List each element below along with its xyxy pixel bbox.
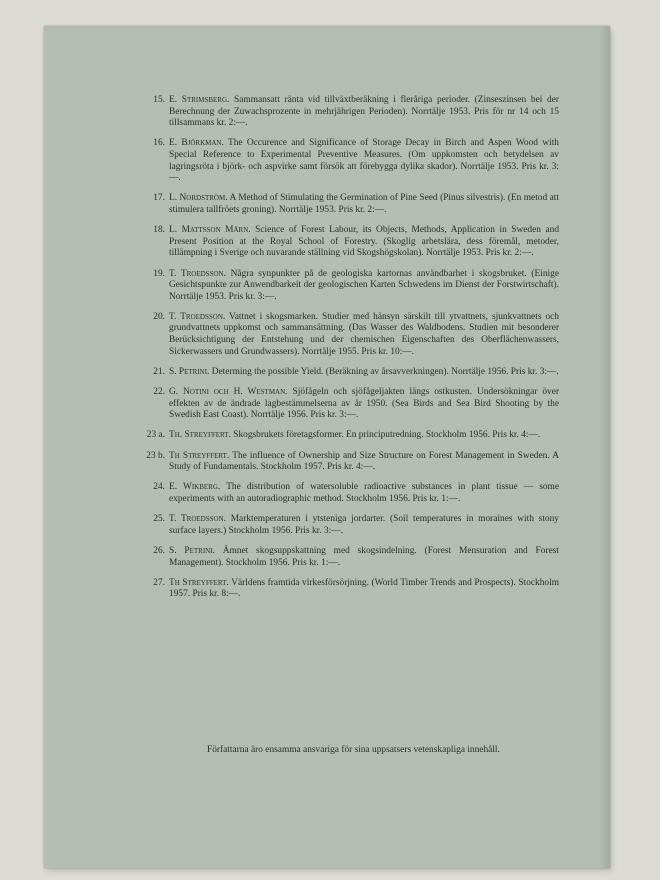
publication-list (147, 95, 559, 610)
entry-text: Några synpunkter på de geologiska kartornas användbarhet i skogsbruket. (Einige Gesichtspunkte zur Anwendbarkeit der geologischen Karten Schwedens im Dienst der Forstwirtschaft). Norrtälje 1953. Pris kr. 3:—. (169, 268, 559, 302)
entry-author: L. Nordström. (169, 193, 228, 204)
entry-number: 24. (153, 482, 165, 493)
list-item (147, 514, 559, 537)
entry-text: Sjöfågeln och sjöfågeljakten längs ostkusten. Undersökningar över effekten av de ändrade lagbestämmelserna av år 1950. (Sea Birds and Sea Bird Shooting by the Swedish East Coast). Norrtälje 1956. Pris kr. 3:—. (169, 387, 559, 421)
list-item (147, 546, 559, 569)
entry-number: 15. (153, 95, 165, 105)
entry-number: 20. (153, 311, 165, 322)
list-item (147, 367, 559, 379)
disclaimer-note: Författarna äro ensamma ansvariga för sina uppsatsers vetenskapliga innehåll. (207, 745, 500, 755)
entry-text: A Method of Stimulating the Germination of Pine Seed (Pinus silvestris). (En metod att stimulera tallfröets groning). Norrtälje 1953. Pris kr. 2:—. (169, 193, 559, 215)
entry-author: T. Troedsson. (169, 268, 226, 279)
entry-author: Th Streyffert. (169, 450, 230, 461)
entry-author: L. Mattsson Mårn. (169, 225, 251, 236)
entry-number: 17. (153, 193, 165, 204)
entry-author: E. Björkman. (169, 138, 224, 149)
entry-author: E. Strimsberg. (169, 95, 230, 105)
entry-text: Skogsbrukets företagsformer. En principutredning. Stockholm 1956. Pris kr. 4:—. (233, 430, 541, 441)
entry-number: 25. (153, 514, 165, 525)
entry-author: T. Troedsson. (169, 311, 226, 322)
list-item (147, 138, 559, 184)
entry-text: Determing the possible Yield. (Beräkning av årsavverkningen). Norrtälje 1956. Pris kr. 3:—. (211, 366, 559, 377)
list-item (147, 193, 559, 216)
entry-number: 19. (153, 268, 165, 279)
list-item (147, 95, 559, 130)
entry-text: The influence of Ownership and Size Structure on Forest Management in Sweden. A Study of Fundamentals. Stockholm 1957. Pris kr. 4:—. (169, 450, 560, 473)
entry-author: Th. Streyffert. (169, 430, 231, 441)
entry-text: Sammansatt ränta vid tillväxtberäkning i fleråriga perioder. (Zinseszinsen bei der Berechnung der Zuwachsprozente in mehrjährigen Perioden). Norrtälje 1953. Pris för nr 14 och 15 tillsammans kr. 2:—. (169, 95, 559, 129)
list-item (147, 269, 559, 304)
entry-author: E. Wikberg. (169, 482, 221, 493)
list-item (147, 482, 559, 505)
entry-number: 22. (153, 387, 165, 398)
entry-number: 16. (153, 138, 165, 149)
entry-text: Science of Forest Labour, its Objects, Methods, Application in Sweden and Present Position at the Royal School of Forestry. (Skoglig arbetslära, dess föremål, metoder, tillämpning i Sverige och nuvarande ställning vid Skogshögskolan). Norrtälje 1953. Pris kr. 2:—. (169, 225, 560, 259)
entry-number: 21. (153, 366, 165, 377)
entry-author: Th Streyffert. (169, 577, 229, 588)
entry-number: 27. (153, 577, 165, 588)
entry-text: Vattnet i skogsmarken. Studier med hänsyn särskilt till ytvattnets, sjunkvattnets och grundvattnets uppkomst och sammansättning. (Das Wasser des Waldbodens. Studien mit besonderer Berücksichtigung der Entstehung und der chemischen Eigenschaften des Oberflächenwassers, Sickerwassers und Grundwassers). Norrtälje 1955. Pris kr. 10:—. (169, 311, 559, 357)
entry-number: 23 a. (146, 430, 165, 441)
entry-author: T. Troedsson. (169, 514, 226, 525)
book-back-cover (44, 26, 610, 868)
entry-text: Marktemperaturen i ytsteniga jordarter. (Soil temperatures in moraines with stony surface layers.) Stockholm 1956. Pris kr. 3:—. (169, 514, 559, 536)
entry-number: 18. (153, 225, 165, 236)
list-item (147, 387, 559, 422)
entry-text: Ämnet skogsuppskattning med skogsindelning. (Forest Mensuration and Forest Management). Stockholm 1956. Pris kr. 1:—. (169, 545, 559, 568)
entry-author: S. Petrini. (169, 366, 210, 377)
entry-text: Världens framtida virkesförsörjning. (World Timber Trends and Prospects). Stockholm 1957. Pris kr. 8:—. (169, 577, 559, 600)
entry-number: 26. (153, 545, 165, 556)
entry-number: 23 b. (146, 450, 165, 461)
list-item (147, 225, 559, 260)
entry-author: S. Petrini. (169, 545, 215, 556)
entry-text: The Occurence and Significance of Storage Decay in Birch and Aspen Wood with Special Reference to Experimental Preventive Measures. (Om uppkomsten och betydelsen av lagringsröta i björk- och aspvirke samt försök att förebygga dylika skador). Norrtälje 1953. Pris kr. 3:—. (169, 138, 559, 184)
list-item (147, 578, 559, 601)
list-item (147, 451, 559, 474)
list-item (147, 430, 559, 442)
entry-author: G. Notini och H. Westman. (169, 387, 288, 398)
entry-text: The distribution of watersoluble radioactive substances in plant tissue — some experiments with an autoradiographic method. Stockholm 1956. Pris kr. 1:—. (169, 482, 559, 504)
cover-edge-shadow (600, 26, 610, 868)
list-item (147, 312, 559, 358)
